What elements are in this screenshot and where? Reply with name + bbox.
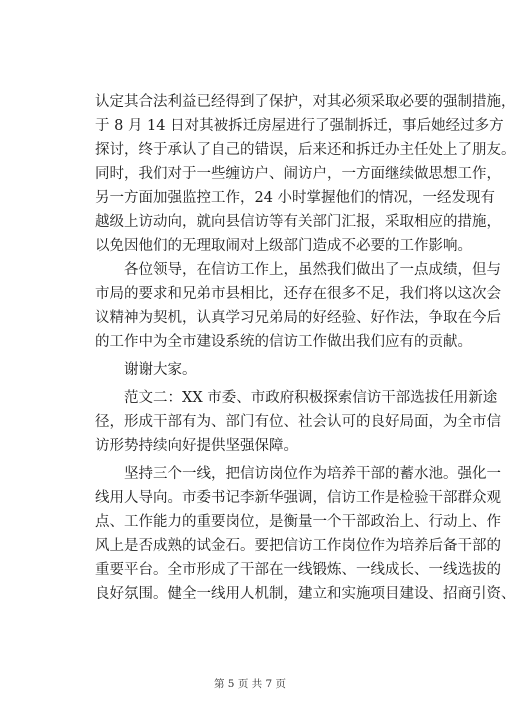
text-line: 于 8 月 14 日对其被拆迁房屋进行了强制拆迁，事后她经过多方 — [95, 118, 504, 134]
text-line: 同时，我们对于一些缠访户、闹访户，一方面继续做思想工作， — [95, 166, 501, 182]
text-line: 风上是否成熟的试金石。要把信访工作岗位作为培养后备干部的 — [95, 538, 501, 554]
text-line: 良好氛围。健全一线用人机制，建立和实施项目建设、招商引资、 — [95, 586, 516, 602]
text-line: 线用人导向。市委书记李新华强调，信访工作是检验干部群众观 — [95, 490, 501, 506]
text-line: 各位领导，在信访工作上，虽然我们做出了一点成绩，但与 — [95, 262, 501, 278]
text-line: 另一方面加强监控工作，24 小时掌握他们的情况，一经发现有 — [95, 190, 496, 206]
text-line: 点、工作能力的重要岗位，是衡量一个干部政治上、行动上、作 — [95, 514, 501, 530]
text-line: 重要平台。全市形成了干部在一线锻炼、一线成长、一线选拔的 — [95, 562, 501, 578]
text-line: 谢谢大家。 — [95, 362, 197, 378]
text-line: 坚持三个一线，把信访岗位作为培养干部的蓄水池。强化一 — [95, 466, 501, 482]
text-line: 探讨，终于承认了自己的错误，后来还和拆迁办主任处上了朋友。 — [95, 142, 516, 158]
text-line: 的工作中为全市建设系统的信访工作做出我们应有的贡献。 — [95, 334, 472, 350]
text-line: 访形势持续向好提供坚强保障。 — [95, 438, 298, 454]
paragraph — [95, 386, 501, 458]
text-line: 范文二：XX 市委、市政府积极探索信访干部选拔任用新途 — [95, 390, 498, 406]
text-line: 越级上访动向，就向县信访等有关部门汇报，采取相应的措施， — [95, 214, 501, 230]
text-line: 市局的要求和兄弟市县相比，还存在很多不足，我们将以这次会 — [95, 286, 501, 302]
text-line: 径，形成干部有为、部门有位、社会认可的良好局面，为全市信 — [95, 414, 501, 430]
document-body — [95, 90, 516, 606]
paragraph — [95, 462, 516, 606]
paragraph — [95, 358, 407, 382]
text-line: 以免因他们的无理取闹对上级部门造成不必要的工作影响。 — [95, 238, 472, 254]
text-line: 议精神为契机，认真学习兄弟局的好经验、好作法，争取在今后 — [95, 310, 501, 326]
text-line: 认定其合法利益已经得到了保护，对其必须采取必要的强制措施， — [95, 94, 516, 110]
paragraph — [95, 90, 516, 258]
page-number: 第 5 页 共 7 页 — [213, 678, 287, 690]
paragraph — [95, 258, 501, 354]
